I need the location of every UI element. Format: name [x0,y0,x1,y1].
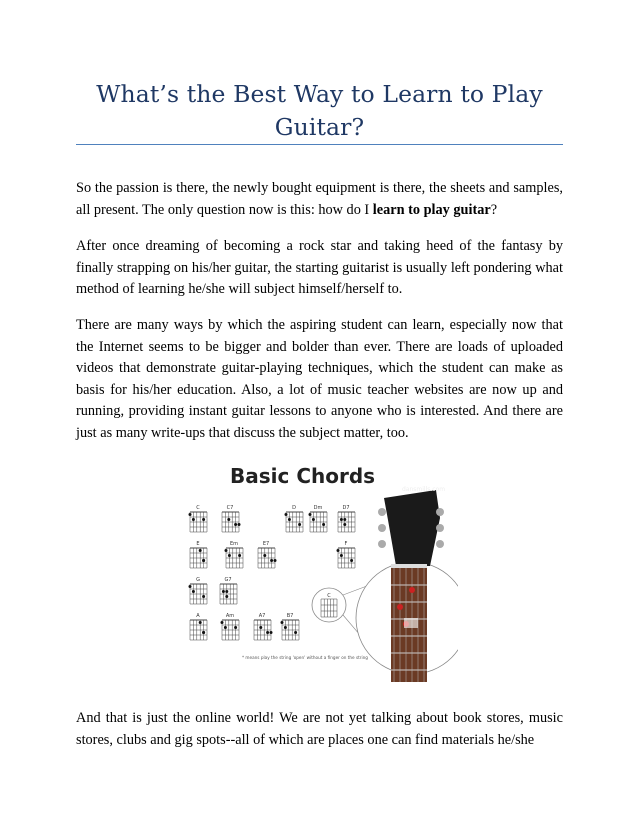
chord-label: C7 [226,505,234,511]
chord-label: D [292,505,296,511]
chord-diagram-c [189,505,208,532]
chord-diagram-em [225,541,244,568]
chord-diagram-a [190,613,207,640]
bold-keyword: learn to play guitar [372,201,491,218]
chord-label: Em [229,541,239,547]
chord-label: E [196,541,200,547]
chord-diagram-b7 [281,613,300,640]
paragraph-1-end: ? [490,201,498,218]
chord-diagram-d7 [338,505,355,532]
chord-label: A7 [258,613,266,619]
chord-label: Dm [313,505,323,511]
chord-diagram-g [189,577,208,604]
chord-label: F [344,541,348,547]
chord-label: C [196,505,200,511]
finger-dot [397,604,403,610]
chord-diagram-f [337,541,356,568]
paragraph-2: After once dreaming of becoming a rock star and taking heed of the fantasy by finally strapping on his/her guitar, the starting guitarist is usually left pondering what method of learning he/she will subject himself/herself to. [76,238,563,297]
figure-footnote: * means play the string 'open' without a finger on the string [242,655,368,660]
svg-text:C: C [327,593,331,599]
chord-diagram-g7 [220,577,237,604]
chord-diagram-illustration [178,468,458,686]
chord-label: Am [225,613,235,619]
chord-label: E7 [262,541,270,547]
paragraph-1-text: So the passion is there, the newly bought equipment is there, the sheets and samples, all present. The only question now is this: how do I [76,180,563,218]
chord-label: G [196,577,200,583]
paragraph-3: There are many ways by which the aspiring student can learn, especially now that the Internet seems to be bigger and bolder than ever. There are loads of uploaded videos that demonstrate guitar-playing techniques, which the student can make as basis for his/her education. Also, a lot of music teacher websites are now up and running, providing instant guitar lessons to anyone who is interested. And there are just as many write-ups that discuss the subject matter, too. [76,317,563,441]
finger-dot [409,587,415,593]
chord-label: B7 [286,613,294,619]
chord-label: D7 [342,505,350,511]
figure-site-label: dansmills.com [402,486,446,493]
chord-diagram-a7 [254,613,273,640]
chord-diagram-e [190,541,207,568]
page-title: What’s the Best Way to Learn to Play Guitar? [96,80,543,141]
chord-diagram-e7 [258,541,277,568]
title-underline [76,144,563,145]
chord-diagram-d [285,505,304,532]
figure-title: Basic Chords [230,464,376,488]
chord-diagram-am [221,613,240,640]
basic-chords-figure [178,464,458,686]
chord-label: A [196,613,200,619]
paragraph-1 [76,178,563,221]
chord-label: G7 [224,577,232,583]
paragraph-4: And that is just the online world! We are not yet talking about book stores, music stores, clubs and gig spots--all of which are places one can find materials he/she [76,710,563,748]
chord-diagram-c7 [222,505,241,532]
chord-diagram-dm [309,505,328,532]
